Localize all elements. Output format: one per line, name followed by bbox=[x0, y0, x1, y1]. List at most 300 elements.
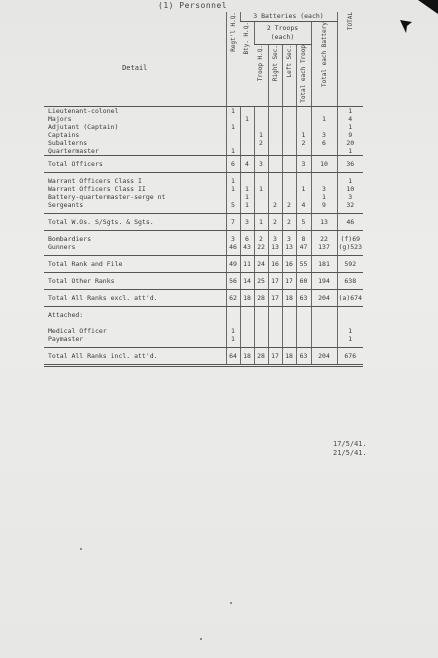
value bbox=[255, 311, 268, 319]
value bbox=[269, 185, 282, 193]
cell-left bbox=[282, 272, 296, 289]
date-line-1: 17/5/41. bbox=[333, 440, 367, 448]
cell-total bbox=[337, 347, 363, 365]
row-labels bbox=[44, 155, 226, 172]
cell-ttroop bbox=[296, 272, 311, 289]
row-label: Adjutant (Captain) bbox=[48, 122, 119, 131]
value bbox=[241, 327, 254, 335]
cell-total bbox=[337, 306, 363, 323]
cell-tbty bbox=[311, 155, 337, 172]
cell-regtl bbox=[226, 272, 240, 289]
header-left-sec: Left Sec. bbox=[285, 45, 293, 78]
table-row bbox=[44, 272, 363, 289]
value: 5 bbox=[301, 217, 306, 226]
table-row bbox=[44, 306, 363, 323]
value: 63 bbox=[299, 351, 308, 360]
cell-btry bbox=[240, 306, 254, 323]
header-right-sec: Right Sec. bbox=[271, 45, 279, 82]
row-label: Total All Ranks excl. att'd. bbox=[48, 293, 158, 302]
row-labels bbox=[44, 213, 226, 230]
value: 18 bbox=[285, 293, 293, 302]
value: 16 bbox=[285, 259, 293, 268]
cell-troop bbox=[254, 255, 268, 272]
value: 13 bbox=[320, 217, 328, 226]
cell-right bbox=[268, 347, 282, 365]
value: 36 bbox=[346, 159, 355, 168]
date-stamp bbox=[333, 440, 367, 458]
row-label: Paymaster bbox=[48, 334, 84, 343]
value: 28 bbox=[257, 351, 265, 360]
value: 11 bbox=[243, 259, 251, 268]
cell-troop bbox=[254, 172, 268, 213]
value: 204 bbox=[318, 351, 330, 360]
row-labels bbox=[44, 289, 226, 306]
value: 1 bbox=[259, 130, 263, 139]
value: 17 bbox=[271, 293, 279, 302]
speck bbox=[200, 638, 202, 640]
table-row bbox=[44, 213, 363, 230]
value: 3 bbox=[301, 159, 306, 168]
value: 1 bbox=[231, 146, 235, 155]
row-label: Warrant Officers Class I bbox=[48, 176, 142, 185]
value: 3 bbox=[322, 130, 326, 139]
value: 2 bbox=[301, 138, 306, 147]
value bbox=[269, 327, 282, 335]
value bbox=[283, 311, 296, 319]
row-labels bbox=[44, 106, 226, 155]
row-label: Battery-quartermaster-serge nt bbox=[48, 192, 166, 201]
value: 1 bbox=[259, 217, 263, 226]
cell-btry bbox=[240, 172, 254, 213]
value: 2 bbox=[287, 217, 291, 226]
value: 64 bbox=[229, 351, 237, 360]
cell-troop bbox=[254, 106, 268, 155]
value bbox=[283, 107, 296, 115]
value: 4 bbox=[301, 200, 306, 209]
cell-total bbox=[337, 230, 363, 255]
value bbox=[312, 327, 337, 335]
row-labels bbox=[44, 272, 226, 289]
value bbox=[297, 335, 311, 343]
row-label: Majors bbox=[48, 114, 72, 123]
value: 1 bbox=[322, 192, 326, 201]
value bbox=[241, 107, 254, 115]
value bbox=[241, 177, 254, 185]
value: 676 bbox=[344, 351, 357, 360]
value: 1 bbox=[245, 114, 249, 123]
cell-right bbox=[268, 172, 282, 213]
value bbox=[312, 177, 337, 185]
cell-regtl bbox=[226, 230, 240, 255]
value: 6 bbox=[322, 138, 326, 147]
value: 4 bbox=[245, 159, 249, 168]
value bbox=[269, 147, 282, 155]
cell-troop bbox=[254, 272, 268, 289]
value bbox=[227, 193, 240, 201]
cell-left bbox=[282, 347, 296, 365]
value: 20 bbox=[346, 138, 355, 147]
value bbox=[297, 107, 311, 115]
cell-left bbox=[282, 155, 296, 172]
value bbox=[255, 335, 268, 343]
header-batteries-group: 3 Batteries (each) bbox=[240, 12, 337, 22]
value: 1 bbox=[348, 326, 353, 335]
value: 9 bbox=[322, 200, 326, 209]
header-total-battery: Total each Battery bbox=[320, 22, 328, 88]
row-labels bbox=[44, 172, 226, 213]
row-label: Total All Ranks incl. att'd. bbox=[48, 351, 158, 360]
value bbox=[241, 139, 254, 147]
value: 7 bbox=[231, 217, 235, 226]
value bbox=[255, 123, 268, 131]
row-label: Medical Officer bbox=[48, 326, 107, 335]
cell-total bbox=[337, 155, 363, 172]
value bbox=[241, 131, 254, 139]
value: (f)69 bbox=[340, 234, 361, 243]
cell-left bbox=[282, 323, 296, 348]
value bbox=[283, 185, 296, 193]
value: 60 bbox=[299, 276, 308, 285]
cell-tbty bbox=[311, 255, 337, 272]
cell-total bbox=[337, 255, 363, 272]
value: 28 bbox=[257, 293, 265, 302]
cell-ttroop bbox=[296, 106, 311, 155]
value: 46 bbox=[346, 217, 355, 226]
value: 32 bbox=[346, 200, 355, 209]
value: 4 bbox=[348, 114, 353, 123]
row-label: Total W.Os. S/Sgts. & Sgts. bbox=[48, 217, 154, 226]
value: 3 bbox=[348, 192, 353, 201]
cell-regtl bbox=[226, 255, 240, 272]
cell-regtl bbox=[226, 347, 240, 365]
row-label: Captains bbox=[48, 130, 80, 139]
cell-regtl bbox=[226, 172, 240, 213]
value: 1 bbox=[322, 114, 326, 123]
value bbox=[255, 193, 268, 201]
cell-right bbox=[268, 106, 282, 155]
value bbox=[227, 311, 240, 319]
speck bbox=[230, 602, 232, 604]
cell-ttroop bbox=[296, 230, 311, 255]
value: 25 bbox=[257, 276, 265, 285]
value: 3 bbox=[322, 184, 326, 193]
row-labels bbox=[44, 347, 226, 365]
table-row bbox=[44, 106, 363, 155]
value: 204 bbox=[318, 293, 330, 302]
value bbox=[269, 107, 282, 115]
value: 56 bbox=[229, 276, 237, 285]
row-label: Sergeants bbox=[48, 200, 84, 209]
row-label: Subalterns bbox=[48, 138, 88, 147]
value: 1 bbox=[348, 334, 353, 343]
value: 2 bbox=[273, 200, 277, 209]
cell-total bbox=[337, 106, 363, 155]
cell-ttroop bbox=[296, 213, 311, 230]
value: 1 bbox=[301, 130, 306, 139]
cell-tbty bbox=[311, 213, 337, 230]
value bbox=[297, 311, 311, 319]
value bbox=[227, 139, 240, 147]
table-row bbox=[44, 230, 363, 255]
value bbox=[227, 115, 240, 123]
cell-left bbox=[282, 306, 296, 323]
value: 24 bbox=[257, 259, 265, 268]
value: 17 bbox=[271, 351, 279, 360]
value: 5 bbox=[231, 200, 235, 209]
cell-troop bbox=[254, 213, 268, 230]
value bbox=[283, 147, 296, 155]
value: 6 bbox=[245, 234, 249, 243]
cell-btry bbox=[240, 347, 254, 365]
page-corner-fold bbox=[418, 0, 438, 14]
value: 1 bbox=[259, 184, 263, 193]
cell-ttroop bbox=[296, 172, 311, 213]
value: 2 bbox=[259, 138, 263, 147]
value bbox=[255, 107, 268, 115]
cell-btry bbox=[240, 272, 254, 289]
cell-left bbox=[282, 106, 296, 155]
cell-ttroop bbox=[296, 289, 311, 306]
cell-troop bbox=[254, 230, 268, 255]
value bbox=[283, 123, 296, 131]
value: (g)523 bbox=[338, 242, 362, 251]
value: 17 bbox=[285, 276, 293, 285]
value: 1 bbox=[231, 106, 235, 115]
value bbox=[283, 131, 296, 139]
value bbox=[283, 160, 296, 168]
header-bty-hq: Bty. H.Q. bbox=[243, 22, 251, 55]
row-label: Total Officers bbox=[48, 159, 103, 168]
value bbox=[283, 327, 296, 335]
value: 2 bbox=[287, 200, 291, 209]
value bbox=[269, 193, 282, 201]
value bbox=[255, 147, 268, 155]
header-detail: Detail bbox=[44, 12, 226, 106]
table-row bbox=[44, 255, 363, 272]
table-row bbox=[44, 347, 363, 365]
value: 1 bbox=[245, 184, 249, 193]
value: 1 bbox=[231, 334, 235, 343]
value: 55 bbox=[299, 259, 308, 268]
value: 46 bbox=[229, 242, 237, 251]
table-row bbox=[44, 289, 363, 306]
value bbox=[269, 115, 282, 123]
value: 3 bbox=[231, 234, 235, 243]
cell-tbty bbox=[311, 272, 337, 289]
cell-ttroop bbox=[296, 155, 311, 172]
cell-ttroop bbox=[296, 347, 311, 365]
row-label: Attached: bbox=[48, 310, 84, 319]
cell-troop bbox=[254, 155, 268, 172]
value: 3 bbox=[273, 234, 277, 243]
cell-ttroop bbox=[296, 306, 311, 323]
cell-troop bbox=[254, 306, 268, 323]
value: 10 bbox=[320, 159, 328, 168]
value bbox=[297, 123, 311, 131]
cell-btry bbox=[240, 106, 254, 155]
row-label: Total Rank and File bbox=[48, 259, 123, 268]
punch-mark-icon bbox=[398, 18, 414, 34]
value: 1 bbox=[301, 184, 306, 193]
table-row bbox=[44, 323, 363, 348]
value bbox=[312, 311, 337, 319]
value bbox=[255, 115, 268, 123]
personnel-table bbox=[44, 12, 363, 367]
value: 1 bbox=[231, 122, 235, 131]
section-heading: (1) Personnel bbox=[158, 1, 228, 10]
row-labels bbox=[44, 230, 226, 255]
cell-total bbox=[337, 323, 363, 348]
cell-tbty bbox=[311, 306, 337, 323]
value bbox=[312, 123, 337, 131]
value: 62 bbox=[229, 293, 237, 302]
cell-right bbox=[268, 323, 282, 348]
row-label: Quartermaster bbox=[48, 146, 99, 155]
cell-total bbox=[337, 289, 363, 306]
value: 10 bbox=[346, 184, 355, 193]
cell-troop bbox=[254, 323, 268, 348]
value: 47 bbox=[299, 242, 308, 251]
value: 1 bbox=[348, 122, 353, 131]
value bbox=[241, 147, 254, 155]
speck bbox=[80, 548, 82, 550]
cell-right bbox=[268, 255, 282, 272]
value bbox=[283, 193, 296, 201]
value bbox=[227, 131, 240, 139]
value: 2 bbox=[273, 217, 277, 226]
value bbox=[297, 147, 311, 155]
value: 18 bbox=[243, 351, 251, 360]
value: 3 bbox=[245, 217, 249, 226]
value: 63 bbox=[299, 293, 308, 302]
value bbox=[241, 311, 254, 319]
value: 1 bbox=[245, 200, 249, 209]
row-label: Gunners bbox=[48, 242, 76, 251]
cell-ttroop bbox=[296, 323, 311, 348]
value: 22 bbox=[320, 234, 328, 243]
value bbox=[241, 335, 254, 343]
value bbox=[269, 139, 282, 147]
value bbox=[269, 160, 282, 168]
value: 3 bbox=[259, 159, 263, 168]
value bbox=[283, 115, 296, 123]
value bbox=[269, 123, 282, 131]
cell-troop bbox=[254, 347, 268, 365]
cell-left bbox=[282, 255, 296, 272]
row-label: Bombardiers bbox=[48, 234, 92, 243]
value: 1 bbox=[231, 326, 235, 335]
row-label: Warrant Officers Class II bbox=[48, 184, 146, 193]
cell-btry bbox=[240, 230, 254, 255]
value: 1 bbox=[231, 184, 235, 193]
value: 6 bbox=[231, 159, 235, 168]
row-labels bbox=[44, 323, 226, 348]
cell-tbty bbox=[311, 230, 337, 255]
cell-right bbox=[268, 272, 282, 289]
row-label: Total Other Ranks bbox=[48, 276, 115, 285]
cell-left bbox=[282, 230, 296, 255]
value bbox=[269, 177, 282, 185]
value bbox=[338, 311, 364, 319]
value bbox=[255, 177, 268, 185]
value bbox=[297, 115, 311, 123]
header-troops-group: 2 Troops (each) bbox=[254, 22, 311, 45]
cell-ttroop bbox=[296, 255, 311, 272]
cell-total bbox=[337, 172, 363, 213]
cell-regtl bbox=[226, 289, 240, 306]
cell-tbty bbox=[311, 289, 337, 306]
value bbox=[312, 335, 337, 343]
value: 1 bbox=[348, 176, 353, 185]
row-labels bbox=[44, 255, 226, 272]
value: 17 bbox=[271, 276, 279, 285]
value: 1 bbox=[348, 146, 353, 155]
value: 137 bbox=[318, 242, 330, 251]
value: 16 bbox=[271, 259, 279, 268]
header-total: TOTAL bbox=[346, 12, 354, 31]
value bbox=[283, 139, 296, 147]
table-row bbox=[44, 155, 363, 172]
cell-right bbox=[268, 230, 282, 255]
value: 592 bbox=[344, 259, 357, 268]
cell-regtl bbox=[226, 323, 240, 348]
cell-regtl bbox=[226, 306, 240, 323]
cell-right bbox=[268, 213, 282, 230]
cell-left bbox=[282, 213, 296, 230]
value bbox=[283, 177, 296, 185]
value bbox=[297, 177, 311, 185]
value: 2 bbox=[259, 234, 263, 243]
value: 14 bbox=[243, 276, 251, 285]
value bbox=[269, 335, 282, 343]
value: 9 bbox=[348, 130, 353, 139]
cell-btry bbox=[240, 213, 254, 230]
value bbox=[269, 311, 282, 319]
value bbox=[269, 131, 282, 139]
header-troop-hq: Troop H.Q. bbox=[257, 45, 265, 82]
cell-total bbox=[337, 213, 363, 230]
value bbox=[312, 147, 337, 155]
cell-troop bbox=[254, 289, 268, 306]
table-row bbox=[44, 172, 363, 213]
date-line-2: 21/5/41. bbox=[333, 449, 367, 457]
value: 194 bbox=[318, 276, 330, 285]
value: 18 bbox=[285, 351, 293, 360]
value: 8 bbox=[301, 234, 306, 243]
cell-regtl bbox=[226, 106, 240, 155]
value bbox=[255, 201, 268, 209]
cell-right bbox=[268, 306, 282, 323]
cell-left bbox=[282, 172, 296, 213]
cell-right bbox=[268, 155, 282, 172]
cell-regtl bbox=[226, 213, 240, 230]
value: 43 bbox=[243, 242, 251, 251]
value: 22 bbox=[257, 242, 265, 251]
header-row bbox=[44, 12, 363, 22]
value bbox=[255, 327, 268, 335]
row-labels bbox=[44, 306, 226, 323]
cell-total bbox=[337, 272, 363, 289]
value: 18 bbox=[243, 293, 251, 302]
cell-btry bbox=[240, 255, 254, 272]
cell-tbty bbox=[311, 347, 337, 365]
value bbox=[312, 107, 337, 115]
cell-regtl bbox=[226, 155, 240, 172]
cell-btry bbox=[240, 323, 254, 348]
value: 13 bbox=[271, 242, 279, 251]
value bbox=[297, 193, 311, 201]
value: 1 bbox=[245, 192, 249, 201]
